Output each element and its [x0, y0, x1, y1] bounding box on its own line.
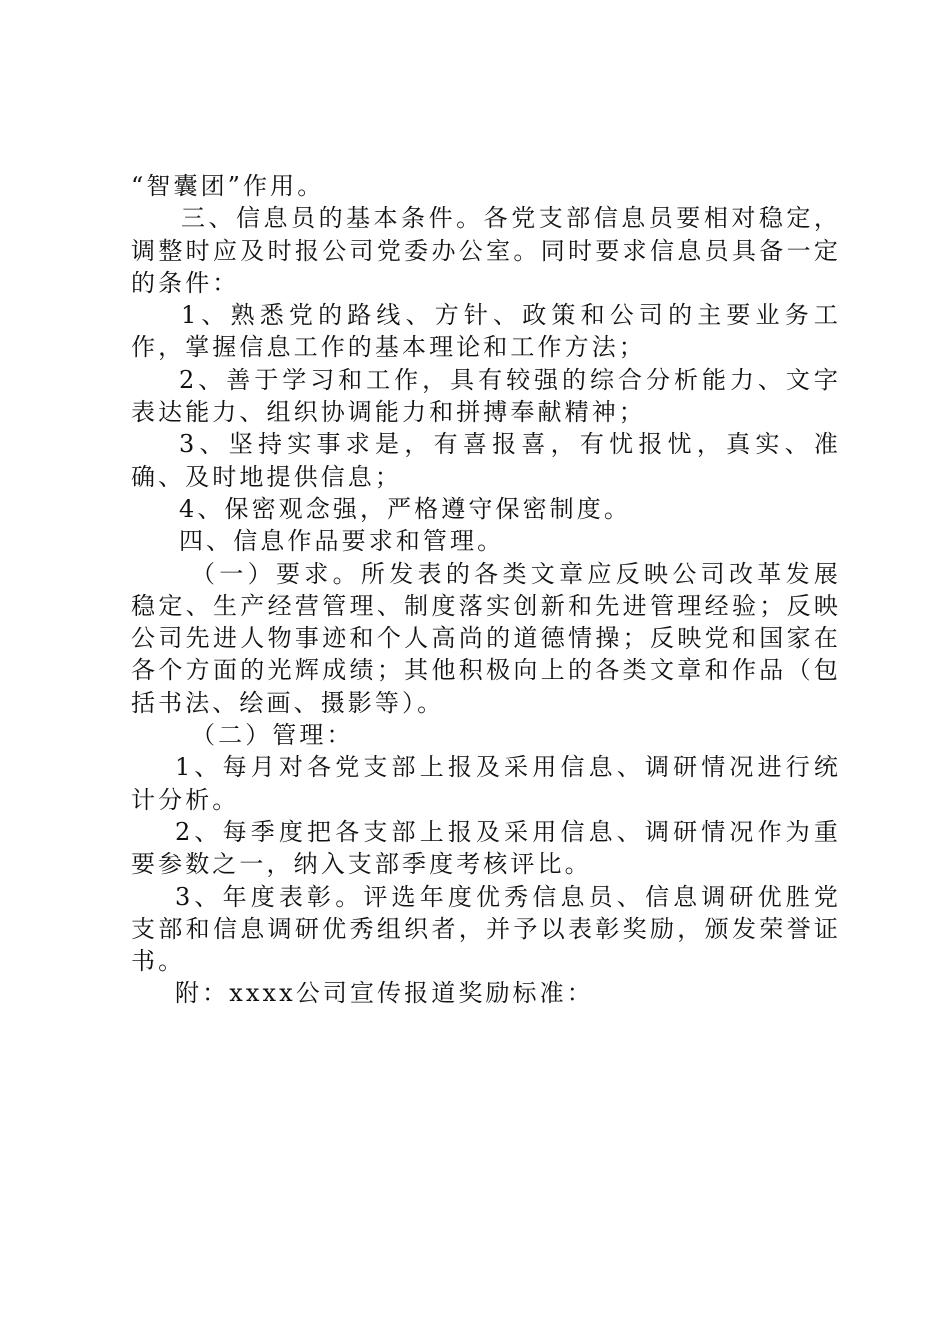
paragraph-condition-4: 4、保密观念强，严格遵守保密制度。 — [179, 494, 631, 523]
paragraph-condition-2: 2、善于学习和工作，具有较强的综合分析能力、文字表达能力、组织协调能力和拼搏奉献精神； — [131, 365, 841, 427]
paragraph-management-3: 3、年度表彰。评选年度优秀信息员、信息调研优胜党支部和信息调研优秀组织者，并予以表彰奖励，颁发荣誉证书。 — [131, 882, 841, 976]
paragraph-think-tank: “智囊团”作用。 — [131, 172, 325, 200]
paragraph-attachment: 附：xxxx公司宣传报道奖励标准： — [175, 979, 594, 1008]
paragraph-management-heading: （二）管理： — [191, 721, 354, 750]
document-body — [131, 170, 841, 1010]
paragraph-condition-1: 1、熟悉党的路线、方针、政策和公司的主要业务工作，掌握信息工作的基本理论和工作方法； — [131, 301, 841, 362]
paragraph-section-four: 四、信息作品要求和管理。 — [179, 527, 505, 556]
paragraph-section-three: 三、信息员的基本条件。各党支部信息员要相对稳定，调整时应及时报公司党委办公室。同时要求信息员具备一定的条件： — [131, 204, 841, 297]
paragraph-condition-3: 3、坚持实事求是，有喜报喜，有忧报忧，真实、准确、及时地提供信息； — [131, 430, 841, 491]
paragraph-management-2: 2、每季度把各支部上报及采用信息、调研情况作为重要参数之一，纳入支部季度考核评比。 — [131, 817, 841, 879]
paragraph-requirements: （一）要求。所发表的各类文章应反映公司改革发展稳定、生产经营管理、制度落实创新和先进管理经验；反映公司先进人物事迹和个人高尚的道德情操；反映党和国家在各个方面的光辉成绩；其他积极向上的各类文章和作品（包括书法、绘画、摄影等）。 — [131, 559, 841, 717]
paragraph-management-1: 1、每月对各党支部上报及采用信息、调研情况进行统计分析。 — [131, 753, 841, 814]
